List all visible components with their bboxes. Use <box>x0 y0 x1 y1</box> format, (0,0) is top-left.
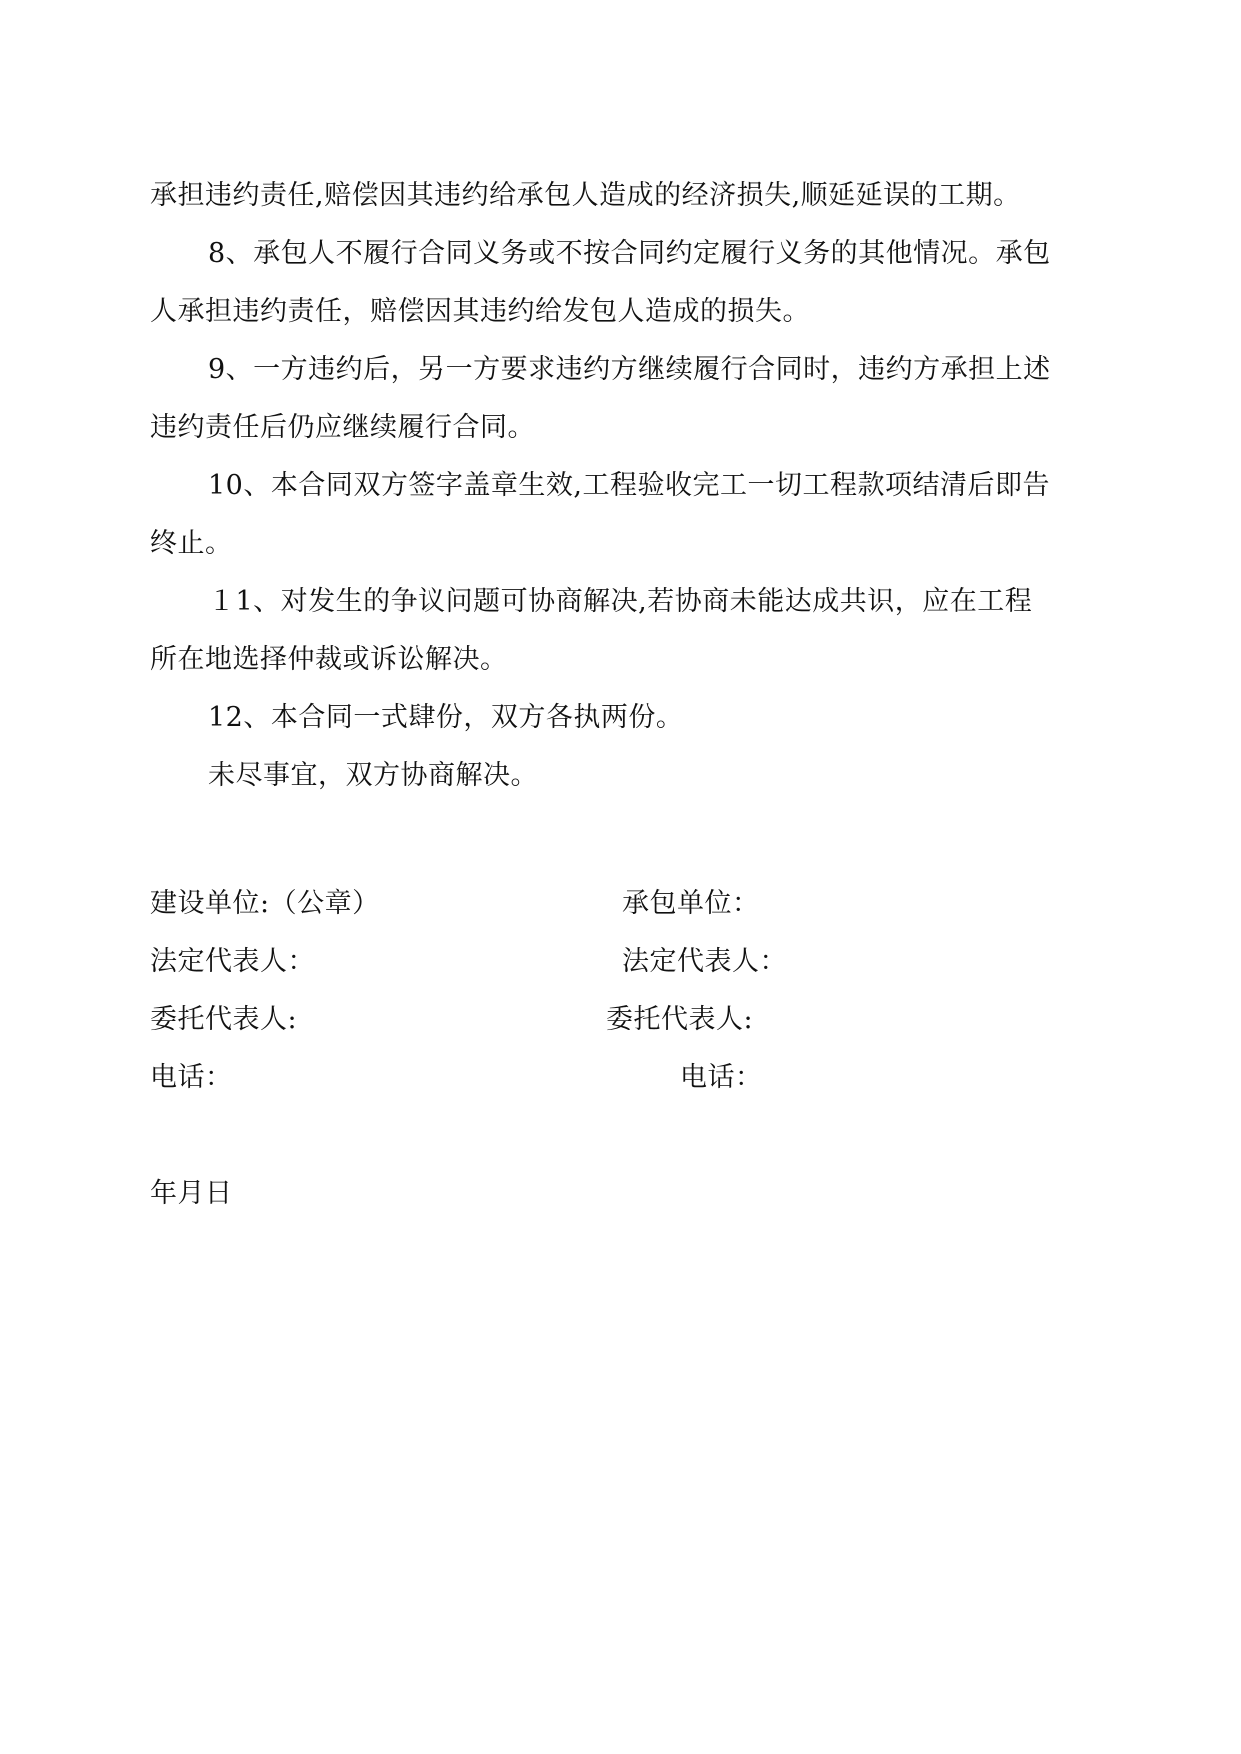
clause-10-line-1: 10、本合同双方签字盖章生效,工程验收完工一切工程款项结清后即告 <box>208 470 1050 501</box>
contractor-agent-label: 委托代表人: <box>606 1004 754 1035</box>
clause-9-line-2: 违约责任后仍应继续履行合同。 <box>150 412 535 443</box>
employer-agent-label: 委托代表人: <box>150 1004 298 1035</box>
date-label: 年月日 <box>150 1178 233 1209</box>
clause-9-line-1: 9、一方违约后，另一方要求违约方继续履行合同时，违约方承担上述 <box>208 354 1051 385</box>
contractor-legal-rep-label: 法定代表人： <box>622 946 787 977</box>
clause-10-line-2: 终止。 <box>150 528 233 559</box>
employer-phone-label: 电话： <box>150 1062 233 1093</box>
paragraph-line: 承担违约责任,赔偿因其违约给承包人造成的经济损失,顺延延误的工期。 <box>150 180 1021 211</box>
contractor-unit-label: 承包单位： <box>622 888 760 919</box>
closing-line: 未尽事宜，双方协商解决。 <box>208 760 538 791</box>
clause-12-line: 12、本合同一式肆份，双方各执两份。 <box>208 702 684 733</box>
clause-8-line-1: 8、承包人不履行合同义务或不按合同约定履行义务的其他情况。承包 <box>208 238 1051 269</box>
employer-unit-label: 建设单位:（公章） <box>150 888 380 919</box>
contractor-phone-label: 电话： <box>680 1062 763 1093</box>
clause-11-line-1: １1、对发生的争议问题可协商解决,若协商未能达成共识，应在工程 <box>208 586 1033 617</box>
clause-8-line-2: 人承担违约责任，赔偿因其违约给发包人造成的损失。 <box>150 296 810 327</box>
employer-legal-rep-label: 法定代表人： <box>150 946 315 977</box>
clause-11-line-2: 所在地选择仲裁或诉讼解决。 <box>150 644 508 675</box>
